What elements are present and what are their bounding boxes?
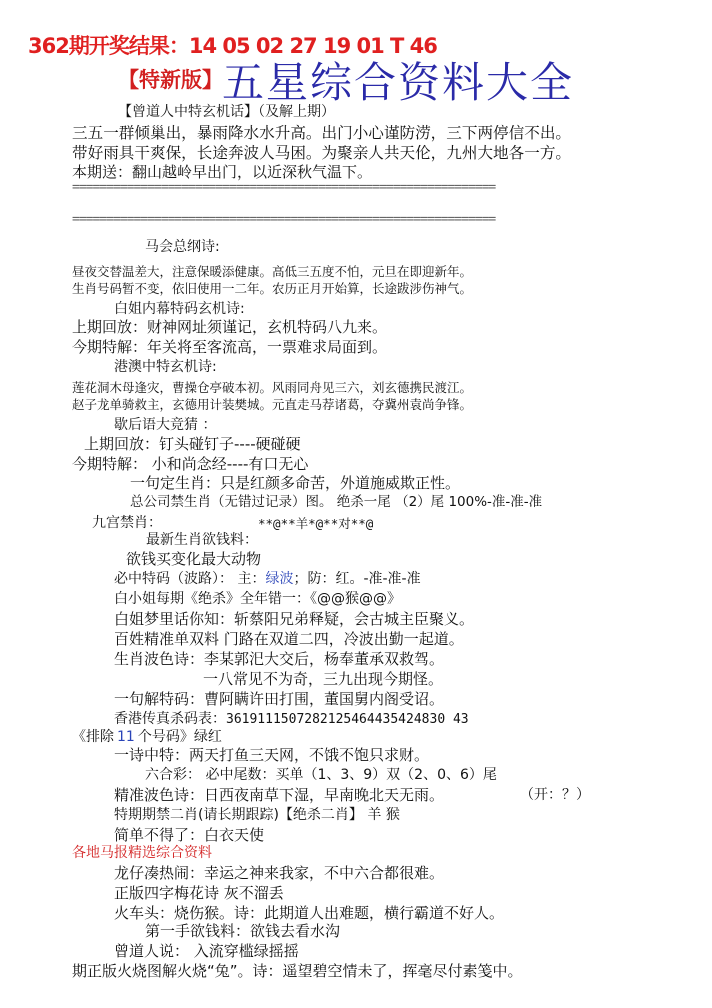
one-line-zodiac: 一句定生肖：只是红颜多命苦，外道施威欺正性。 xyxy=(130,474,461,492)
must-hit-rest: ；防：红。-准-准-准 xyxy=(293,571,421,587)
xiehouyu-prev: 上期回放：钉头碰钉子----硬碰硬 xyxy=(84,435,301,453)
hk-fax-code: 3619111507282125464435424830 43 xyxy=(226,712,469,727)
ban-two-zodiac-line: 特期期禁二肖(请长期跟踪)【绝杀二肖】 羊 猴 xyxy=(114,807,400,823)
white-sister-prev: 上期回放：财神网址须谨记，玄机特码八九来。 xyxy=(72,318,388,336)
longzai-line: 龙仔凑热闹：幸运之神来我家，不中六合都很难。 xyxy=(114,864,445,882)
yuqian-riddle: 欲钱买变化最大动物 xyxy=(126,550,262,568)
separator-line: ============================================================== xyxy=(72,180,496,195)
hkmacau-line-1: 莲花洞木母逢灾，曹操仓亭破本初。风雨同舟见三六，刘玄德携民渡江。 xyxy=(72,380,473,395)
hk-fax-label: 香港传真杀码表： xyxy=(114,711,226,727)
zengdaoren-says: 曾道人说： 入流穿槛绿摇摇 xyxy=(114,942,299,960)
exclude-label: 《排除 xyxy=(72,729,114,745)
section-title-zengdaoren: 【曾道人中特玄机话】（及解上期） xyxy=(118,104,335,120)
liuhecai-tail-line: 六合彩： 必中尾数：买单（1、3、9）双（2、0、6）尾 xyxy=(145,767,497,783)
draw-open-note: （开：？） xyxy=(520,787,590,803)
horse-poem-line-1: 昼夜交替温差大，注意保暖添健康。高低三五度不怕，元旦在即迎新年。 xyxy=(72,264,473,279)
must-hit-label: 必中特码（波路）： 主： xyxy=(114,571,266,587)
one-poem-line: 一诗中特：两天打鱼三天网，不饿不饱只求财。 xyxy=(114,746,430,764)
riddle-line-1: 三五一群倾巢出，暴雨降水水升高。出门小心谨防涝，三下两停信不出。 xyxy=(72,124,572,142)
xiehouyu-title: 歇后语大竞猜 ： xyxy=(114,417,217,433)
white-sister-now: 今期特解：年关将至客流高，一票难求局面到。 xyxy=(72,338,388,356)
horse-poem-line-2: 生肖号码暂不变，依旧使用一二年。农历正月开始算，长途跋涉伤神气。 xyxy=(72,281,473,296)
first-hand-line: 第一手欲钱料：欲钱去看水沟 xyxy=(145,922,341,940)
newest-zodiac-title: 最新生肖欲钱料： xyxy=(146,532,258,548)
horse-poem-title: 马会总纲诗: xyxy=(145,239,220,255)
edition-label: 【特新版】 xyxy=(118,68,223,92)
hkmacau-title: 港澳中特玄机诗: xyxy=(114,359,217,375)
company-ban-line: 总公司禁生肖（无错过记录）图。 绝杀一尾 （2）尾 100%-准-准-准 xyxy=(130,494,543,510)
locomotive-line: 火车头：烧伤猴。诗：此期道人出难题，横行霸道不好人。 xyxy=(114,904,505,922)
riddle-line-3: 本期送：翻山越岭早出门，以近深秋气温下。 xyxy=(72,163,373,181)
draw-result-header: 362期开奖结果：14 05 02 27 19 01 T 46 xyxy=(28,34,437,58)
yiba-line: 一八常见不为奇，三九出现今期怪。 xyxy=(203,670,444,688)
simple-line: 简单不得了：白衣天使 xyxy=(114,826,265,844)
fire-chart-line: 期正版火烧图解火烧“兔”。诗：遥望碧空情未了，挥毫尽付素笺中。 xyxy=(72,962,523,980)
nine-palace-value: **@**羊*@**对**@ xyxy=(258,516,374,531)
hk-fax-line xyxy=(114,708,469,728)
baixing-line: 百姓精准单双料 门路在双道二四，冷波出勤一起道。 xyxy=(114,630,464,648)
one-line-code: 一句解特码：曹阿瞒许田打围，董国舅内阁受诏。 xyxy=(114,690,445,708)
green-wave-text: 绿波 xyxy=(265,571,294,587)
exclude-count: 11 xyxy=(117,729,135,745)
hkmacau-line-2: 赵子龙单骑救主，玄德用计装樊城。元直走马荐诸葛，夺冀州袁尚争锋。 xyxy=(72,397,473,412)
plum-poem-line: 正版四字梅花诗 灰不溜丢 xyxy=(114,884,284,902)
separator-line: ============================================================== xyxy=(72,212,496,227)
must-hit-code-line xyxy=(114,568,421,588)
xiehouyu-now: 今期特解： 小和尚念经----有口无心 xyxy=(72,455,309,473)
exclude-rest: 个号码》绿红 xyxy=(137,729,222,745)
white-dream-line: 白姐梦里话你知：斩蔡阳兄弟释疑，会古城主臣聚义。 xyxy=(114,610,475,628)
page-title: 五星综合资料大全 xyxy=(222,58,575,107)
white-every-period: 白小姐每期《绝杀》全年错一：《@@猴@@》 xyxy=(114,591,401,607)
exclude-line xyxy=(72,726,222,746)
regional-section-title: 各地马报精选综合资料 xyxy=(72,845,212,861)
riddle-line-2: 带好雨具干爽保，长途奔波人马困。为聚亲人共天伦，九州大地各一方。 xyxy=(72,144,572,162)
accurate-wave-poem: 精准波色诗：日西夜南草下湿，早南晚北天无雨。 xyxy=(114,786,445,804)
white-sister-title: 白姐内幕特码玄机诗: xyxy=(114,301,245,317)
nine-palace-label: 九宫禁肖： xyxy=(92,515,162,531)
zodiac-wave-poem: 生肖波色诗：李某郭汜大交后，杨奉董承双救驾。 xyxy=(114,650,445,668)
